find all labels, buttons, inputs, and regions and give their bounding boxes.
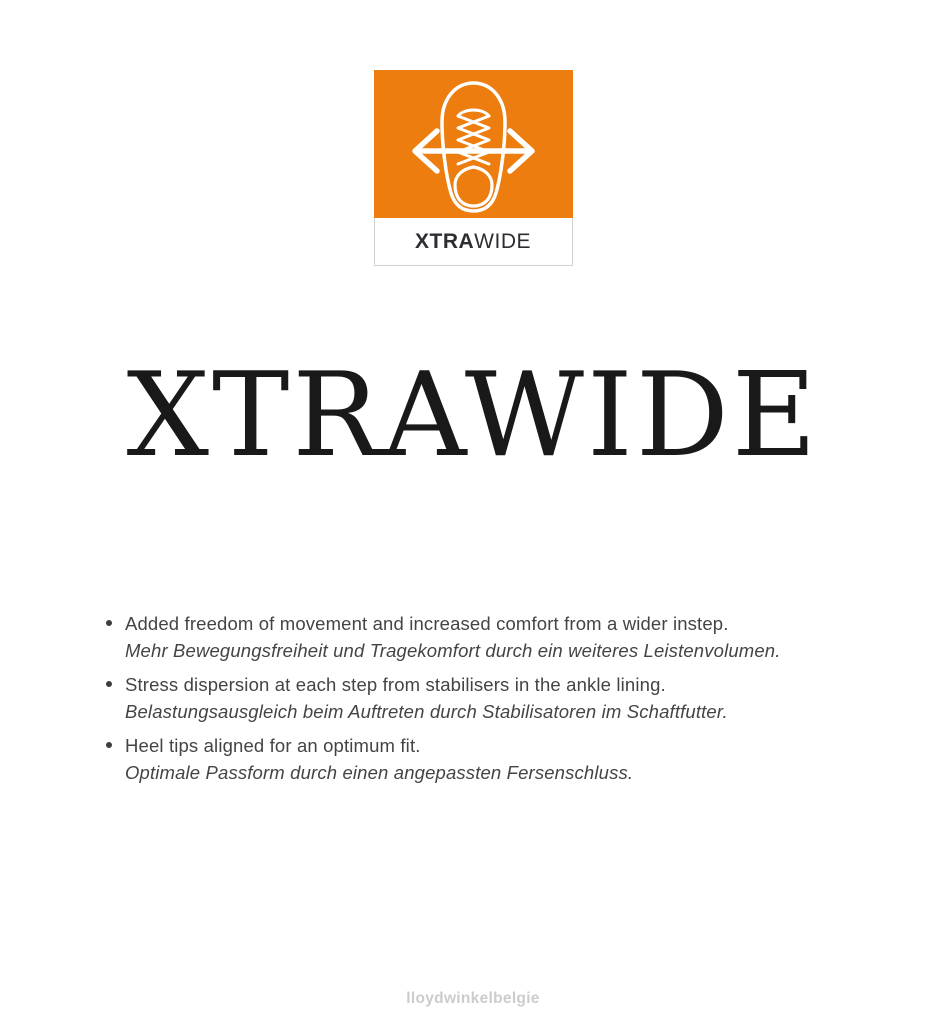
badge-label-bold: XTRA xyxy=(415,229,475,253)
feature-text-de: Optimale Passform durch einen angepassten Fersenschluss. xyxy=(125,762,634,783)
shoe-width-arrow-icon xyxy=(374,70,573,218)
badge-label xyxy=(374,218,573,266)
feature-item xyxy=(106,732,896,786)
bullet-dot xyxy=(106,620,112,626)
feature-text-de: Mehr Bewegungsfreiheit und Tragekomfort durch ein weiteres Leistenvolumen. xyxy=(125,640,781,661)
bullet-dot xyxy=(106,681,112,687)
feature-text-de: Belastungsausgleich beim Auftreten durch Stabilisatoren im Schaftfutter. xyxy=(125,701,728,722)
page-title: XTRAWIDE xyxy=(126,348,820,483)
feature-text-en: Heel tips aligned for an optimum fit. xyxy=(125,735,421,756)
feature-list xyxy=(106,610,896,786)
watermark-text: lloydwinkelbelgie xyxy=(406,990,540,1007)
feature-text xyxy=(125,610,781,664)
badge-icon-tile xyxy=(374,70,573,218)
feature-text-en: Added freedom of movement and increased comfort from a wider instep. xyxy=(125,613,729,634)
feature-item xyxy=(106,671,896,725)
feature-text xyxy=(125,671,728,725)
feature-text xyxy=(125,732,633,786)
bullet-dot xyxy=(106,742,112,748)
feature-text-en: Stress dispersion at each step from stabilisers in the ankle lining. xyxy=(125,674,666,695)
feature-item xyxy=(106,610,896,664)
xtrawide-badge xyxy=(374,70,573,266)
badge-label-regular: WIDE xyxy=(474,229,531,253)
